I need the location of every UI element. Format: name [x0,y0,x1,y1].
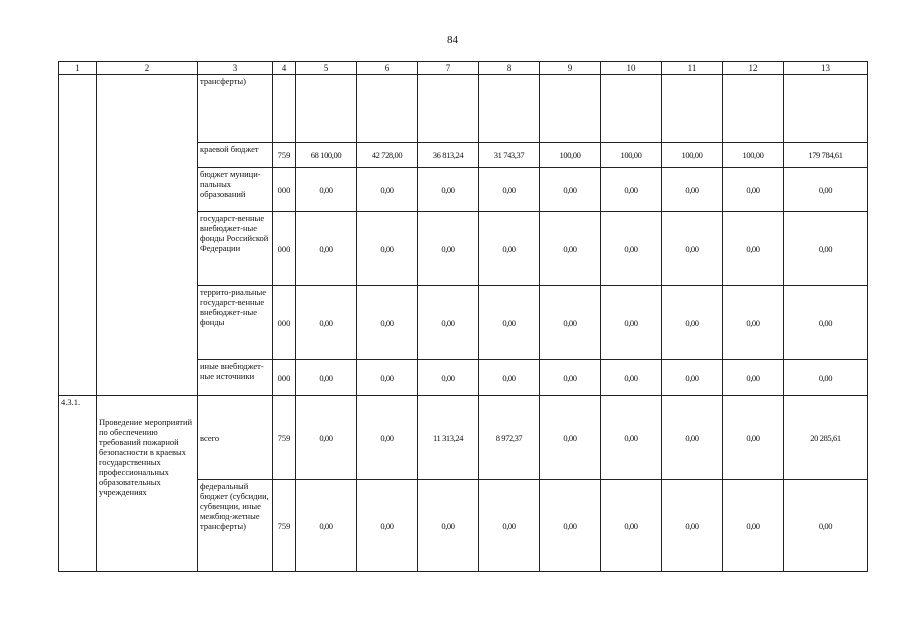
value-cell: 0,00 [723,168,784,212]
budget-code: 000 [273,212,296,286]
column-header: 12 [723,62,784,75]
value-cell: 0,00 [357,480,418,572]
value-cell: 0,00 [662,360,723,396]
value-cell: 68 100,00 [296,143,357,168]
value-cell: 100,00 [601,143,662,168]
funding-source: иные внебюджет-ные источники [198,360,273,396]
value-cell: 0,00 [479,360,540,396]
value-cell: 0,00 [723,360,784,396]
budget-code [273,75,296,143]
value-cell: 0,00 [784,360,868,396]
value-cell: 0,00 [479,480,540,572]
budget-code: 000 [273,286,296,360]
value-cell: 0,00 [296,212,357,286]
value-cell: 0,00 [357,360,418,396]
value-cell: 8 972,37 [479,396,540,480]
value-cell: 0,00 [723,396,784,480]
funding-source: террито-риальные государст-венные внебюджет-ные фонды [198,286,273,360]
value-cell: 0,00 [479,286,540,360]
column-header: 11 [662,62,723,75]
budget-code: 759 [273,480,296,572]
value-cell: 0,00 [418,360,479,396]
value-cell: 0,00 [296,168,357,212]
value-cell [479,75,540,143]
value-cell: 0,00 [540,212,601,286]
column-header: 13 [784,62,868,75]
value-cell: 0,00 [540,480,601,572]
value-cell: 0,00 [784,168,868,212]
funding-source: трансферты) [198,75,273,143]
value-cell: 0,00 [540,396,601,480]
value-cell: 0,00 [296,480,357,572]
budget-table [58,61,868,572]
budget-code: 000 [273,360,296,396]
value-cell: 0,00 [784,480,868,572]
value-cell: 100,00 [540,143,601,168]
value-cell: 0,00 [418,168,479,212]
value-cell: 0,00 [662,286,723,360]
value-cell: 0,00 [540,360,601,396]
value-cell: 0,00 [784,212,868,286]
value-cell: 0,00 [357,168,418,212]
value-cell: 0,00 [418,286,479,360]
table-row [59,75,868,143]
value-cell: 0,00 [296,286,357,360]
value-cell: 0,00 [601,480,662,572]
value-cell [540,75,601,143]
value-cell: 0,00 [540,168,601,212]
value-cell: 0,00 [418,480,479,572]
value-cell: 42 728,00 [357,143,418,168]
funding-source: бюджет муници-пальных образований [198,168,273,212]
value-cell: 0,00 [296,396,357,480]
value-cell [784,75,868,143]
column-header: 8 [479,62,540,75]
funding-source: всего [198,396,273,480]
value-cell: 36 813,24 [418,143,479,168]
value-cell [418,75,479,143]
value-cell: 0,00 [418,212,479,286]
column-header: 1 [59,62,97,75]
value-cell: 20 285,61 [784,396,868,480]
budget-code: 759 [273,143,296,168]
value-cell: 100,00 [723,143,784,168]
value-cell [357,75,418,143]
value-cell: 0,00 [601,396,662,480]
value-cell: 0,00 [662,480,723,572]
value-cell: 0,00 [662,396,723,480]
value-cell: 0,00 [357,286,418,360]
value-cell: 0,00 [479,168,540,212]
value-cell: 0,00 [662,168,723,212]
empty-cell [59,75,97,396]
column-header: 3 [198,62,273,75]
column-header: 9 [540,62,601,75]
value-cell: 100,00 [662,143,723,168]
value-cell: 11 313,24 [418,396,479,480]
value-cell [723,75,784,143]
value-cell: 0,00 [479,212,540,286]
funding-source: государст-венные внебюджет-ные фонды Российской Федерации [198,212,273,286]
value-cell: 0,00 [723,212,784,286]
value-cell: 0,00 [601,212,662,286]
funding-source: краевой бюджет [198,143,273,168]
value-cell: 0,00 [784,286,868,360]
value-cell: 0,00 [357,396,418,480]
funding-source: федеральный бюджет (субсидии, субвенции, иные межбюд-жетные трансферты) [198,480,273,572]
value-cell: 179 784,61 [784,143,868,168]
value-cell: 0,00 [601,286,662,360]
column-header: 2 [97,62,198,75]
value-cell: 0,00 [723,480,784,572]
table-row [59,396,868,480]
column-header: 5 [296,62,357,75]
value-cell: 0,00 [723,286,784,360]
value-cell: 0,00 [601,168,662,212]
column-header: 10 [601,62,662,75]
column-header: 6 [357,62,418,75]
value-cell: 0,00 [540,286,601,360]
item-id: 4.3.1. [59,396,97,572]
column-header: 7 [418,62,479,75]
value-cell: 0,00 [357,212,418,286]
budget-code: 000 [273,168,296,212]
value-cell: 0,00 [662,212,723,286]
item-description: Проведение мероприятий по обеспечению требований пожарной безопасности в краевых государственных профессиональных образовательных учреждениях [97,396,198,572]
value-cell: 0,00 [296,360,357,396]
header-row [59,62,868,75]
page-number: 84 [447,34,458,46]
budget-code: 759 [273,396,296,480]
value-cell: 0,00 [601,360,662,396]
value-cell [662,75,723,143]
value-cell [296,75,357,143]
value-cell: 31 743,37 [479,143,540,168]
value-cell [601,75,662,143]
empty-cell [97,75,198,396]
column-header: 4 [273,62,296,75]
